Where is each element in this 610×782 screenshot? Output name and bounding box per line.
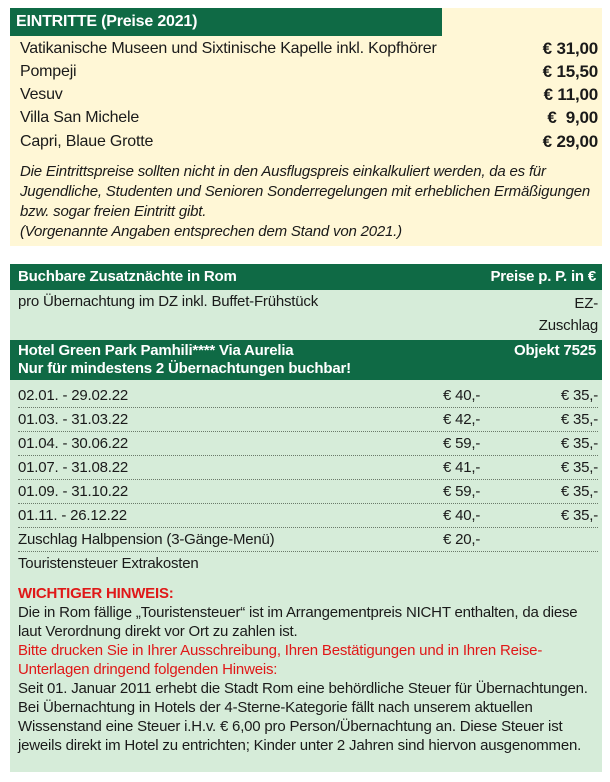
rate-dates: 01.03. - 31.03.22 bbox=[18, 411, 129, 428]
rate-row bbox=[18, 432, 598, 456]
entry-prices-note bbox=[20, 162, 598, 242]
hotel-header bbox=[10, 340, 602, 380]
ez-label: EZ- bbox=[574, 295, 598, 312]
rate-price: € 59,- bbox=[443, 483, 481, 500]
rate-price: € 42,- bbox=[443, 411, 481, 428]
rate-dates: 01.04. - 30.06.22 bbox=[18, 435, 129, 452]
rate-price: € 41,- bbox=[443, 459, 481, 476]
rate-row bbox=[18, 384, 598, 408]
price-row bbox=[20, 107, 598, 129]
rate-row bbox=[18, 504, 598, 528]
note-text: Die Eintrittspreise sollten nicht in den Ausflugspreis einkalkuliert werden, da es für Jugendliche, Studenten und Senioren Sonderregelungen mit erheblichen Ermäßigungen bzw. sogar freien Eintritt gibt. bbox=[20, 163, 591, 220]
rate-single-supplement: € 35,- bbox=[560, 507, 598, 524]
price-column-header: Preise p. P. in € bbox=[490, 268, 596, 285]
attraction-name: Villa San Michele bbox=[20, 109, 140, 126]
room-type-row bbox=[18, 292, 598, 338]
hotel-name: Hotel Green Park Pamhili**** Via Aurelia bbox=[18, 342, 294, 359]
attraction-price: € 11,00 bbox=[543, 85, 598, 104]
attraction-name: Vesuv bbox=[20, 86, 63, 103]
extra-nights-header bbox=[10, 264, 602, 290]
price-row bbox=[20, 131, 598, 153]
extra-nights-section bbox=[10, 264, 602, 772]
object-number: Objekt 7525 bbox=[513, 342, 596, 359]
note-date: (Vorgenannte Angaben entsprechen dem Stand von 2021.) bbox=[20, 223, 402, 240]
rate-dates: 01.11. - 26.12.22 bbox=[18, 507, 127, 524]
attraction-price: € 9,00 bbox=[547, 108, 598, 127]
notice-print-request: Bitte drucken Sie in Ihrer Ausschreibung, Ihren Bestätigungen und in Ihren Reise-Unterlagen dringend folgenden Hinweis: bbox=[18, 642, 543, 678]
rate-dates: Zuschlag Halbpension (3-Gänge-Menü) bbox=[18, 531, 275, 548]
rate-dates: 02.01. - 29.02.22 bbox=[18, 387, 129, 404]
rate-price: € 40,- bbox=[443, 387, 481, 404]
price-row bbox=[20, 84, 598, 106]
attraction-price: € 15,50 bbox=[542, 62, 598, 81]
room-type-label: pro Übernachtung im DZ inkl. Buffet-Frühstück bbox=[18, 293, 319, 310]
attraction-name: Pompeji bbox=[20, 63, 77, 80]
rate-price: € 20,- bbox=[443, 531, 481, 548]
extra-nights-title: Buchbare Zusatznächte in Rom bbox=[18, 268, 237, 285]
rate-dates: 01.07. - 31.08.22 bbox=[18, 459, 129, 476]
entry-prices-title: EINTRITTE (Preise 2021) bbox=[10, 8, 442, 36]
notice-tax-info: Seit 01. Januar 2011 erhebt die Stadt Rom eine behördliche Steuer für Übernachtungen. Bei Übernachtung in Hotels der 4-Sterne-Kategorie fällt nach unserem aktuellen Wissenstand eine Steuer i.H.v. € 6,00 pro Person/Übernachtung an. Diese Steuer ist jeweils direkt im Hotel zu entrichten; Kinder unter 2 Jahren sind hiervon ausgenommen. bbox=[18, 680, 588, 754]
rate-price: € 40,- bbox=[443, 507, 481, 524]
attraction-price: € 31,00 bbox=[542, 39, 598, 58]
rate-single-supplement: € 35,- bbox=[560, 387, 598, 404]
rate-single-supplement: € 35,- bbox=[560, 435, 598, 452]
notice-heading: WICHTIGER HINWEIS: bbox=[18, 585, 174, 602]
rate-row bbox=[18, 528, 598, 552]
supplement-label: Zuschlag bbox=[538, 317, 598, 334]
attraction-price: € 29,00 bbox=[542, 132, 598, 151]
attraction-name: Vatikanische Museen und Sixtinische Kapelle inkl. Kopfhörer bbox=[20, 40, 437, 57]
attraction-name: Capri, Blaue Grotte bbox=[20, 133, 154, 150]
price-row bbox=[20, 38, 598, 60]
price-row bbox=[20, 61, 598, 83]
rate-single-supplement: € 35,- bbox=[560, 483, 598, 500]
rate-dates: Touristensteuer Extrakosten bbox=[18, 555, 199, 572]
hotel-booking-note: Nur für mindestens 2 Übernachtungen buchbar! bbox=[18, 360, 351, 377]
single-supplement-header bbox=[518, 292, 598, 336]
rate-single-supplement: € 35,- bbox=[560, 411, 598, 428]
rate-row bbox=[18, 552, 598, 575]
rate-price: € 59,- bbox=[443, 435, 481, 452]
notice-text: Die in Rom fällige „Touristensteuer“ ist im Arrangementpreis NICHT enthalten, da diese laut Verordnung direkt vor Ort zu zahlen ist. bbox=[18, 604, 578, 640]
rate-row bbox=[18, 408, 598, 432]
important-notice bbox=[18, 584, 602, 755]
rate-dates: 01.09. - 31.10.22 bbox=[18, 483, 129, 500]
entry-prices-section bbox=[10, 8, 602, 246]
rate-row bbox=[18, 480, 598, 504]
rate-row bbox=[18, 456, 598, 480]
rate-single-supplement: € 35,- bbox=[560, 459, 598, 476]
